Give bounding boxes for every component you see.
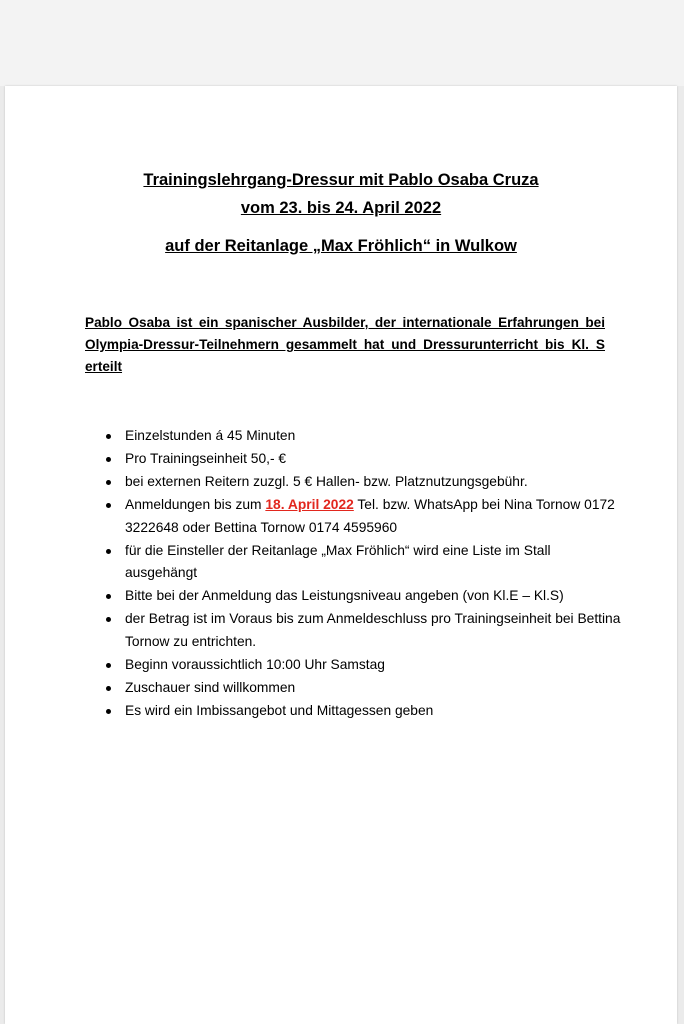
list-item (103, 677, 623, 700)
list-item-text: für die Einsteller der Reitanlage „Max Fröhlich“ wird eine Liste im Stall ausgehängt (125, 542, 551, 580)
list-item-text: der Betrag ist im Voraus bis zum Anmeldeschluss pro Trainingseinheit bei Bettina Tornow zu entrichten. (125, 611, 621, 649)
title-line-1: Trainingslehrgang-Dressur mit Pablo Osaba Cruza (143, 171, 539, 189)
list-item (103, 494, 623, 539)
list-item (103, 654, 623, 677)
bullet-icon (106, 480, 111, 485)
bullet-icon (106, 663, 111, 668)
bullet-icon (106, 549, 111, 554)
intro-paragraph: Pablo Osaba ist ein spanischer Ausbilder, der internationale Erfahrungen bei Olympia-Dressur-Teilnehmern gesammelt hat und Dressurunterricht bis Kl. S erteilt (85, 315, 605, 374)
list-item (103, 585, 623, 608)
bullet-icon (106, 503, 111, 508)
document-page (5, 86, 677, 1024)
list-item-text: bei externen Reitern zuzgl. 5 € Hallen- bzw. Platznutzungsgebühr. (125, 474, 528, 489)
list-item-text: Pro Trainingseinheit 50,- € (125, 451, 287, 466)
info-list (103, 425, 623, 723)
list-item-text: Zuschauer sind willkommen (125, 679, 296, 695)
title-line-2: vom 23. bis 24. April 2022 (240, 199, 442, 217)
registration-deadline: 18. April 2022 (265, 497, 354, 512)
list-item-text: Beginn voraussichtlich 10:00 Uhr Samstag (125, 656, 385, 672)
list-item-text-after: Tel. bzw. WhatsApp bei Nina Tornow 0172 3222648 oder Bettina Tornow 0174 4595960 (125, 497, 615, 535)
list-item (103, 700, 623, 723)
title-line-3: auf der Reitanlage „Max Fröhlich“ in Wulkow (165, 237, 517, 255)
bullet-icon (106, 457, 111, 462)
bullet-icon (106, 594, 111, 599)
title-block (5, 166, 677, 260)
bullet-icon (106, 686, 111, 691)
list-item (103, 448, 623, 471)
bullet-icon (106, 434, 111, 439)
title-line (5, 232, 677, 260)
list-item-text: Einzelstunden á 45 Minuten (125, 428, 296, 443)
list-item-text-before: Anmeldungen bis zum (125, 497, 266, 512)
list-item (103, 425, 623, 448)
bullet-icon (106, 617, 111, 622)
top-band (0, 0, 684, 86)
bullet-icon (106, 709, 111, 714)
title-line (5, 166, 677, 194)
list-item-text: Bitte bei der Anmeldung das Leistungsniveau angeben (von Kl.E – Kl.S) (125, 588, 564, 603)
list-item-text: Es wird ein Imbissangebot und Mittagessen geben (125, 702, 434, 718)
list-item (103, 471, 623, 494)
list-item (103, 608, 623, 653)
title-line (5, 194, 677, 222)
list-item (103, 540, 623, 585)
